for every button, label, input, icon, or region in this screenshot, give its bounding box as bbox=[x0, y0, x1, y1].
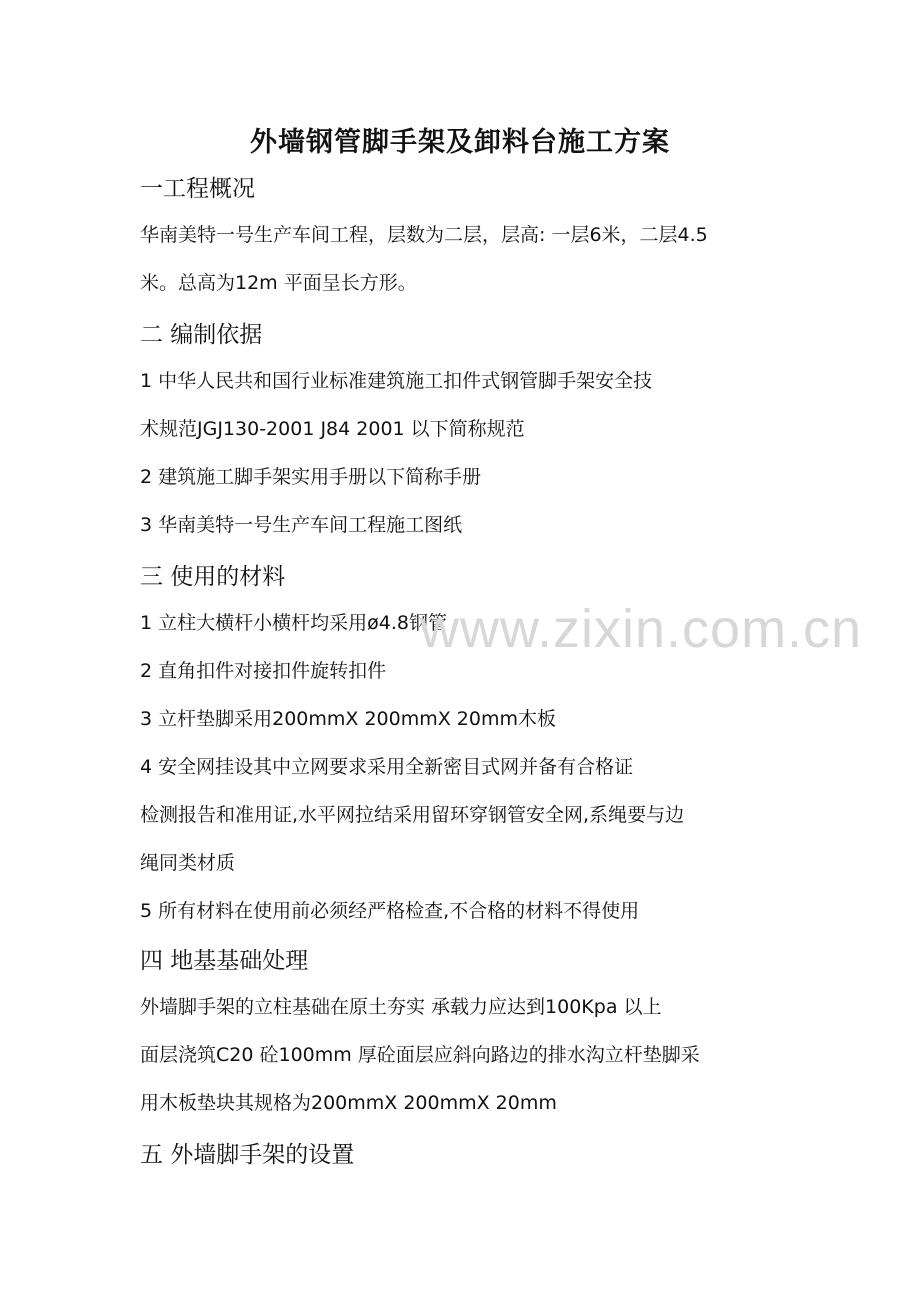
materials-line-6: 绳同类材质 bbox=[140, 852, 236, 874]
overview-line-1: 华南美特一号生产车间工程，层数为二层，层高: 一层6米，二层4.5 bbox=[140, 224, 708, 246]
foundation-line-3: 用木板垫块其规格为200mmX 200mmX 20mm bbox=[140, 1092, 557, 1114]
basis-line-2: 术规范JGJ130-2001 J84 2001 以下简称规范 bbox=[140, 418, 525, 440]
section-heading-overview: 一工程概况 bbox=[140, 176, 255, 202]
materials-line-7: 5 所有材料在使用前必须经严格检查,不合格的材料不得使用 bbox=[140, 900, 640, 922]
materials-line-2: 2 直角扣件对接扣件旋转扣件 bbox=[140, 660, 387, 682]
section-heading-materials: 三 使用的材料 bbox=[140, 564, 286, 590]
section-heading-foundation: 四 地基基础处理 bbox=[140, 948, 309, 974]
section-heading-basis: 二 编制依据 bbox=[140, 322, 263, 348]
materials-line-1: 1 立柱大横杆小横杆均采用ø4.8钢管 bbox=[140, 612, 447, 634]
foundation-line-1: 外墙脚手架的立柱基础在原土夯实 承载力应达到100Kpa 以上 bbox=[140, 996, 662, 1018]
overview-line-2: 米。总高为12m 平面呈长方形。 bbox=[140, 272, 417, 294]
basis-line-1: 1 中华人民共和国行业标准建筑施工扣件式钢管脚手架安全技 bbox=[140, 370, 653, 392]
materials-line-4: 4 安全网挂设其中立网要求采用全新密目式网并备有合格证 bbox=[140, 756, 634, 778]
materials-line-3: 3 立杆垫脚采用200mmX 200mmX 20mm木板 bbox=[140, 708, 556, 730]
basis-line-3: 2 建筑施工脚手架实用手册以下简称手册 bbox=[140, 466, 482, 488]
basis-line-4: 3 华南美特一号生产车间工程施工图纸 bbox=[140, 514, 463, 536]
document-title: 外墙钢管脚手架及卸料台施工方案 bbox=[250, 127, 670, 158]
materials-line-5: 检测报告和准用证,水平网拉结采用留环穿钢管安全网,系绳要与边 bbox=[140, 804, 685, 826]
section-heading-scaffold-setup: 五 外墙脚手架的设置 bbox=[140, 1142, 355, 1168]
foundation-line-2: 面层浇筑C20 砼100mm 厚砼面层应斜向路边的排水沟立杆垫脚采 bbox=[140, 1044, 700, 1066]
watermark: www.zixin.com.cn bbox=[420, 599, 863, 659]
